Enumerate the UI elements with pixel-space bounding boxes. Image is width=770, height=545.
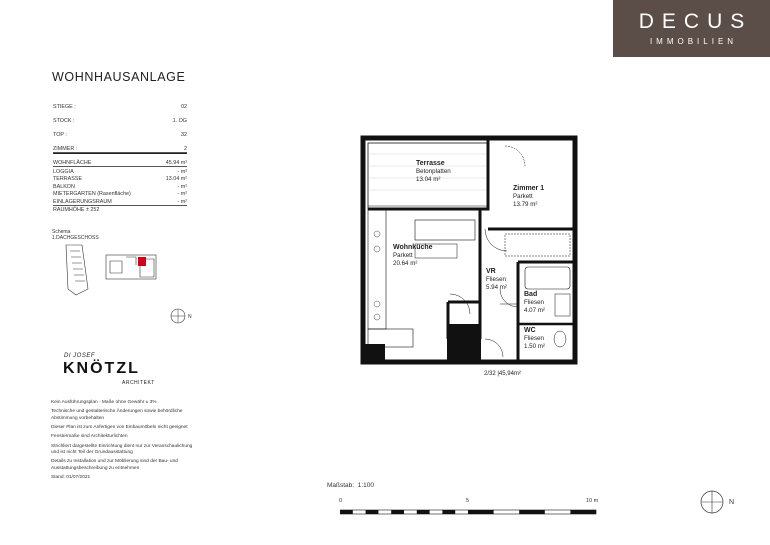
room-name: Wohnküche	[393, 244, 433, 251]
room-name: Zimmer 1	[513, 185, 545, 192]
room-bad	[524, 291, 545, 315]
spec-value: - m²	[177, 191, 187, 197]
spec-value: 32	[181, 132, 187, 138]
scale-tick-0: 0	[339, 498, 343, 504]
spec-row-terrasse	[53, 175, 187, 183]
room-name: WC	[524, 327, 536, 334]
room-name: Terrasse	[416, 160, 445, 167]
spec-label: STIEGE :	[53, 104, 76, 110]
schema-label	[52, 229, 99, 241]
room-floor: Fliesen	[524, 335, 544, 342]
unit-label: 2/32 |45,94m²	[484, 371, 521, 377]
room-area: 13.04 m²	[416, 176, 441, 183]
spec-value: 45.94 m²	[165, 160, 187, 166]
spec-value: 2	[184, 146, 187, 152]
spec-row-mietergarten	[53, 190, 187, 198]
spec-row-wohnflaeche	[53, 153, 187, 167]
note: Technische und gestalterische Änderungen sowie behördliche Abstimmung vorbehalten	[51, 409, 183, 421]
spec-label: ZIMMER :	[53, 146, 78, 152]
north-label: N	[188, 314, 192, 320]
room-area: 4.07 m²	[524, 307, 545, 314]
north-arrow-bottom-icon	[698, 488, 738, 518]
scale-value: 1:100	[357, 482, 374, 489]
brand-logo	[613, 0, 770, 57]
spec-value: 1. OG	[172, 118, 187, 124]
room-floor: Parkett	[393, 252, 413, 259]
scale-tick-5: 5	[466, 498, 470, 504]
brand-subtitle: IMMOBILIEN	[649, 37, 738, 46]
room-terrasse	[416, 160, 451, 184]
scale-label	[327, 482, 374, 489]
spec-row-zimmer	[53, 138, 187, 153]
spec-value: - m²	[177, 183, 187, 190]
spec-value: - m²	[177, 198, 187, 205]
note-date: Stand: 01/07/2021	[51, 474, 91, 480]
note: Strichliert dargestellte Einrichtung dient nur zur Veranschaulichung und ist nicht Teil der Grundausstattung	[51, 443, 193, 455]
note: Dieser Plan ist zum Anfertigen von Einbaumöbeln nicht geeignet	[51, 424, 188, 430]
scale-text: Maßstab:	[327, 482, 355, 489]
schema-floor: 1.DACHGESCHOSS	[52, 235, 99, 241]
spec-row-loggia	[53, 167, 187, 175]
schema-title: Schema	[52, 229, 71, 235]
spec-label: LOGGIA	[53, 168, 74, 175]
room-floor: Fliesen	[524, 299, 544, 306]
room-name: VR	[486, 268, 496, 275]
room-wc	[524, 327, 545, 351]
room-area: 5.94 m²	[486, 284, 507, 291]
room-area: 20.64 m²	[393, 260, 418, 267]
architect-name: KNÖTZL	[63, 360, 140, 377]
spec-label: MIETERGARTEN (Rasenfläche)	[53, 191, 131, 197]
north-label-bottom: N	[729, 499, 735, 506]
room-area: 1.50 m²	[524, 343, 545, 350]
spec-value: - m²	[177, 168, 187, 175]
spec-row-raumhoehe	[53, 206, 187, 214]
spec-row-top	[53, 124, 187, 138]
schema-highlight	[138, 257, 146, 266]
spec-label: RAUMHÖHE ± 252	[53, 207, 100, 213]
room-floor: Parkett	[513, 193, 533, 200]
spec-label: BALKON	[53, 183, 75, 190]
floor-plan	[355, 134, 590, 374]
notes-block	[51, 400, 201, 484]
room-wohnkueche	[393, 244, 433, 268]
spec-value: 13.04 m²	[165, 176, 187, 182]
spec-row-einlagerung	[53, 197, 187, 206]
spec-label: TERRASSE	[53, 176, 83, 182]
room-area: 13.79 m²	[513, 201, 538, 208]
room-floor: Fliesen	[486, 276, 506, 283]
spec-value: 02	[181, 104, 187, 110]
shaft	[447, 324, 481, 362]
spec-label: EINLAGERUNGSRAUM	[53, 198, 112, 205]
schema-plan-image	[58, 243, 168, 299]
spec-label: WOHNFLÄCHE	[53, 160, 92, 166]
spec-row-balkon	[53, 182, 187, 190]
note: Details zu Installation und zur Möblierung sind der Bau- und Ausstattungsbeschreibung zu entnehmen	[51, 459, 178, 471]
room-name: Bad	[524, 291, 538, 298]
spec-row-stock	[53, 110, 187, 124]
scale-bar	[340, 508, 600, 516]
architect-subtitle: ARCHITEKT	[122, 380, 155, 386]
brand-name: DECUS	[638, 10, 753, 33]
spec-row-stiege	[53, 96, 187, 110]
room-zimmer1	[513, 185, 544, 209]
page-title: WOHNHAUSANLAGE	[52, 70, 186, 84]
architect-prefix: DI JOSEF	[64, 353, 96, 359]
room-floor: Betonplatten	[416, 168, 451, 175]
spec-label: TOP :	[53, 132, 67, 138]
room-vr	[486, 268, 507, 292]
scale-tick-10: 10 m	[586, 498, 599, 504]
north-arrow-icon	[168, 306, 196, 326]
note: Fenstermaße sind Architekturlichten	[51, 434, 128, 440]
spec-label: STOCK :	[53, 118, 75, 124]
note: Kein Ausführungsplan - Maße ohne Gewähr ± 3%	[51, 400, 157, 405]
spec-table	[53, 96, 187, 213]
